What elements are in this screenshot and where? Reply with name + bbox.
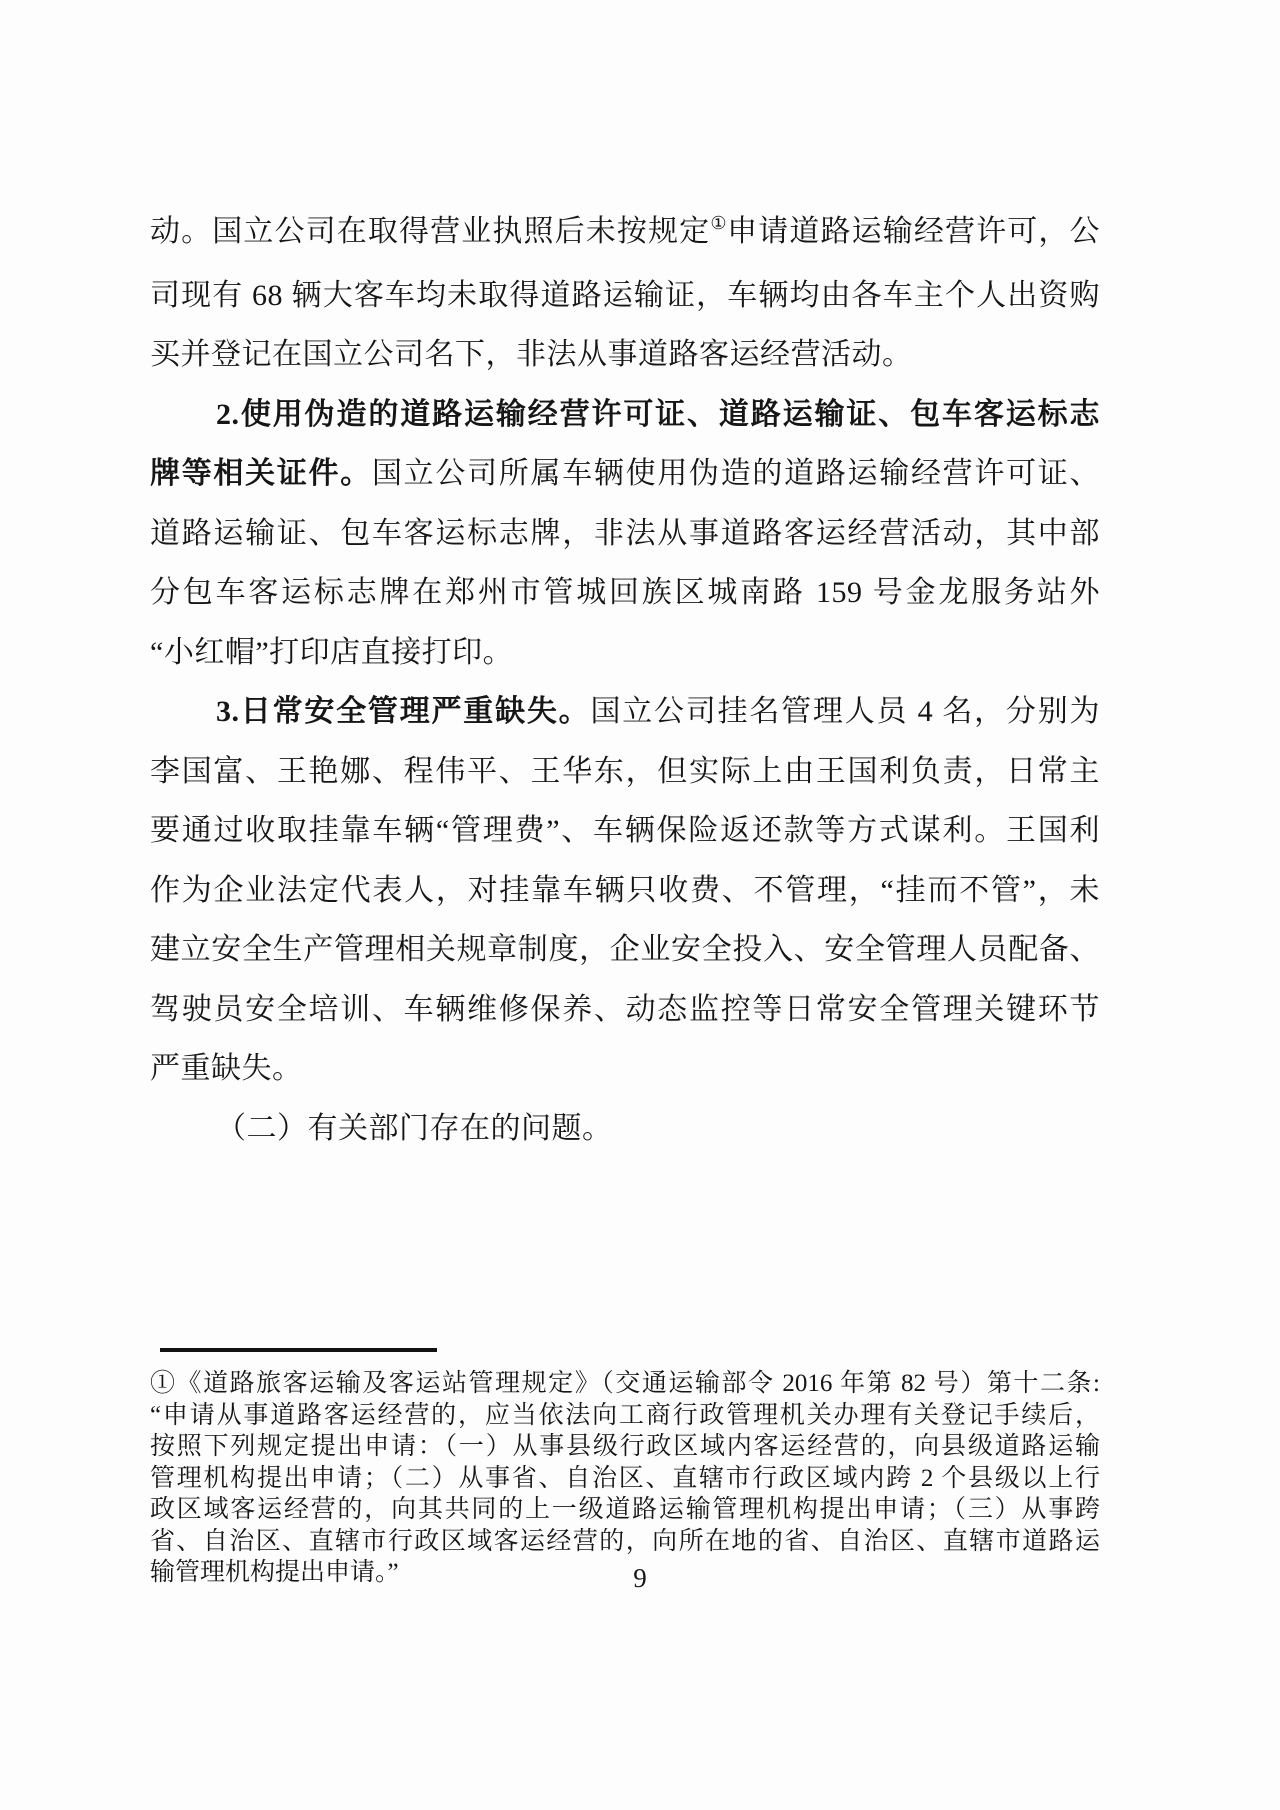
footnote-line: 输管理机构提出申请。”: [150, 1559, 399, 1586]
text-segment: 申请道路运输经营许可，公: [727, 215, 1101, 248]
footnote-line: ①《道路旅客运输及客运站管理规定》（交通运输部令 2016 年第 82 号）第十二条:: [150, 1370, 1100, 1397]
text-segment: 动。国立公司在取得营业执照后未按规定: [150, 215, 711, 248]
footnote-line: 管理机构提出申请；（二）从事省、自治区、直辖市行政区域内跨 2 个县级以上行: [150, 1464, 1100, 1492]
item-2-heading-line: 2.使用伪造的道路运输经营许可证、道路运输证、包车客运标志: [216, 397, 1100, 431]
page-number: 9: [633, 1563, 647, 1593]
footnote-line: 政区域客运经营的，向其共同的上一级道路运输管理机构提出申请；（三）从事跨: [150, 1496, 1100, 1523]
text-line: 分包车客运标志牌在郑州市管城回族区城南路 159 号金龙服务站外: [150, 576, 1100, 609]
footnote-block: [150, 1368, 1100, 1589]
section-2-heading: （二）有关部门存在的问题。: [216, 1111, 613, 1145]
text-line: 道路运输证、包车客运标志牌，非法从事道路客运经营活动，其中部: [150, 516, 1100, 550]
text-line: 建立安全生产管理相关规章制度，企业安全投入、安全管理人员配备、: [150, 933, 1100, 966]
text-line: 买并登记在国立公司名下，非法从事道路客运经营活动。: [150, 338, 913, 371]
text-line: 要通过收取挂靠车辆“管理费”、车辆保险返还款等方式谋利。王国利: [150, 814, 1100, 847]
text-line: 驾驶员安全培训、车辆维修保养、动态监控等日常安全管理关键环节: [150, 992, 1100, 1026]
item-2-heading-tail: 牌等相关证件。: [150, 457, 372, 490]
footnote-line: “申请从事道路客运经营的，应当依法向工商行政管理机关办理有关登记手续后，: [150, 1401, 1100, 1429]
footnote-line: 按照下列规定提出申请：（一）从事县级行政区域内客运经营的，向县级道路运输: [150, 1433, 1100, 1460]
item-3-heading-line: [150, 682, 1100, 742]
footnote-reference-mark: ①: [710, 213, 728, 233]
footnote-separator: [160, 1348, 437, 1352]
text-segment: 国立公司挂名管理人员 4 名，分别为: [590, 695, 1101, 728]
document-body: [150, 202, 1100, 1158]
footnote-line: 省、自治区、直辖市行政区域客运经营的，向所在地的省、自治区、直辖市道路运: [150, 1527, 1100, 1555]
text-line: 李国富、王艳娜、程伟平、王华东，但实际上由王国利负责，日常主: [150, 754, 1100, 788]
item-3-heading: 3.日常安全管理严重缺失。: [216, 695, 591, 728]
text-line: 严重缺失。: [150, 1052, 303, 1085]
text-line: [150, 444, 1100, 504]
text-line: [150, 202, 1100, 266]
text-segment: 国立公司所属车辆使用伪造的道路运输经营许可证、: [371, 457, 1101, 490]
text-line: “小红帽”打印店直接打印。: [150, 635, 514, 669]
text-line: 作为企业法定代表人，对挂靠车辆只收费、不管理，“挂而不管”，未: [150, 873, 1100, 907]
text-line: 司现有 68 辆大客车均未取得道路运输证，车辆均由各车主个人出资购: [150, 278, 1100, 312]
